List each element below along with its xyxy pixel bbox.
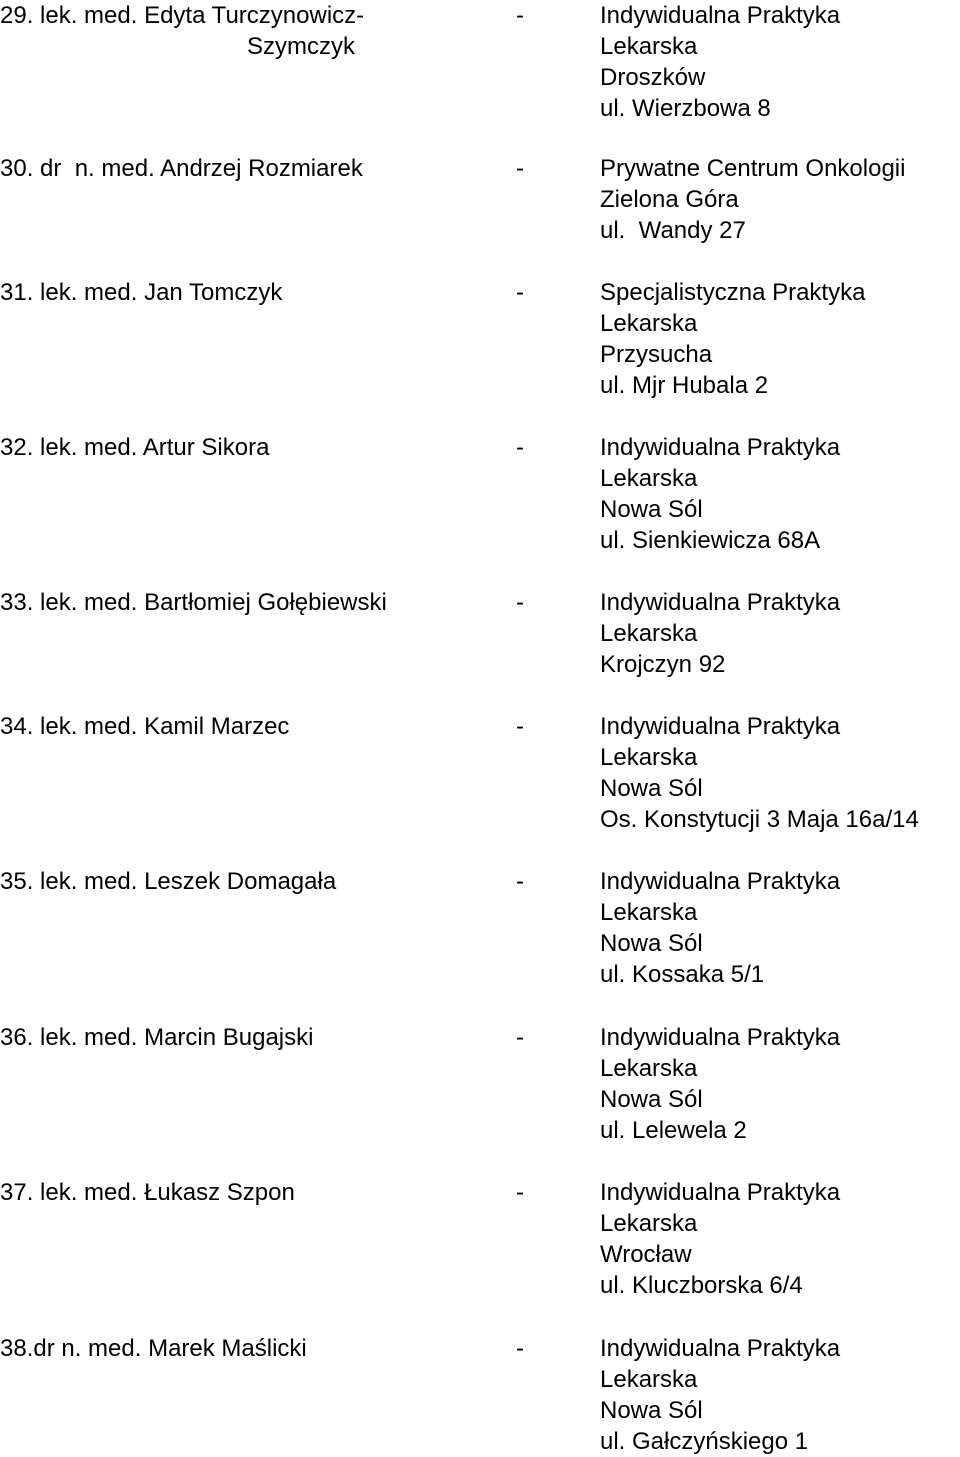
practice-address — [600, 866, 840, 990]
address-line: Nowa Sól — [600, 1397, 703, 1424]
address-line: Wrocław — [600, 1241, 692, 1268]
address-line: Specjalistyczna Praktyka — [600, 279, 866, 306]
doctor-name — [0, 866, 500, 897]
practice-address — [600, 711, 919, 835]
doctor-name-line: 32. lek. med. Artur Sikora — [0, 434, 270, 461]
address-line: Prywatne Centrum Onkologii — [600, 155, 906, 182]
address-line: Lekarska — [600, 620, 698, 647]
doctor-name-line: 36. lek. med. Marcin Bugajski — [0, 1024, 314, 1051]
address-line: ul. Sienkiewicza 68A — [600, 527, 821, 554]
address-line: Indywidualna Praktyka — [600, 1179, 841, 1206]
doctor-name — [0, 1177, 500, 1208]
practice-address — [600, 1022, 840, 1146]
practice-address — [600, 0, 840, 124]
separator-dash: - — [516, 713, 524, 740]
address-line: Przysucha — [600, 341, 713, 368]
address-line: Lekarska — [600, 465, 698, 492]
separator-dash: - — [516, 434, 524, 461]
address-line: ul. Kossaka 5/1 — [600, 961, 765, 988]
separator-dash: - — [516, 868, 524, 895]
doctor-name-line: 38.dr n. med. Marek Maślicki — [0, 1335, 307, 1362]
doctor-name — [0, 1022, 500, 1053]
separator-dash: - — [516, 279, 524, 306]
address-line: Lekarska — [600, 33, 698, 60]
doctor-name — [0, 587, 500, 618]
address-line: Nowa Sól — [600, 930, 703, 957]
address-line: Krojczyn 92 — [600, 651, 726, 678]
address-line: Lekarska — [600, 899, 698, 926]
address-line: Os. Konstytucji 3 Maja 16a/14 — [600, 806, 919, 833]
address-line: ul. Kluczborska 6/4 — [600, 1272, 803, 1299]
address-line: Indywidualna Praktyka — [600, 1335, 841, 1362]
address-line: Indywidualna Praktyka — [600, 589, 841, 616]
practice-address — [600, 1333, 840, 1457]
doctor-name-text: 30. dr n. med. Andrzej Rozmiarek — [0, 155, 363, 182]
address-line: Lekarska — [600, 744, 698, 771]
practice-address — [600, 277, 865, 401]
doctor-name — [0, 711, 500, 742]
practice-address — [600, 432, 840, 556]
doctor-name — [0, 277, 500, 308]
address-line: ul. Wierzbowa 8 — [600, 95, 771, 122]
doctor-name-line: 34. lek. med. Kamil Marzec — [0, 713, 290, 740]
doctor-name — [0, 153, 500, 184]
practice-address — [600, 1177, 840, 1301]
address-line: ul. Lelewela 2 — [600, 1117, 747, 1144]
address-line: Zielona Góra — [600, 186, 739, 213]
separator-dash: - — [516, 1179, 524, 1206]
address-line: Nowa Sól — [600, 775, 703, 802]
address-line: Indywidualna Praktyka — [600, 2, 841, 29]
address-line: Lekarska — [600, 310, 698, 337]
doctor-name-line: 29. lek. med. Edyta Turczynowicz- — [0, 2, 365, 29]
doctor-name-line: Szymczyk — [247, 33, 355, 60]
address-line: Lekarska — [600, 1366, 698, 1393]
separator-dash: - — [516, 2, 524, 29]
doctor-name-line: 37. lek. med. Łukasz Szpon — [0, 1179, 295, 1206]
address-line: Indywidualna Praktyka — [600, 434, 841, 461]
doctor-name-line: 35. lek. med. Leszek Domagała — [0, 868, 337, 895]
practice-address — [600, 153, 905, 246]
address-line: Lekarska — [600, 1210, 698, 1237]
doctor-name-line: 31. lek. med. Jan Tomczyk — [0, 279, 283, 306]
address-line: Lekarska — [600, 1055, 698, 1082]
address-line: Indywidualna Praktyka — [600, 868, 841, 895]
address-line: Indywidualna Praktyka — [600, 1024, 841, 1051]
doctor-name-line: 33. lek. med. Bartłomiej Gołębiewski — [0, 589, 387, 616]
address-line: Droszków — [600, 64, 706, 91]
address-text: ul. Wandy 27 — [600, 217, 746, 244]
address-line: Nowa Sól — [600, 1086, 703, 1113]
doctor-name — [0, 1333, 500, 1364]
doctor-name-line — [0, 153, 500, 184]
address-line: ul. Gałczyńskiego 1 — [600, 1428, 809, 1455]
separator-dash: - — [516, 1024, 524, 1051]
address-line: Nowa Sól — [600, 496, 703, 523]
practice-address — [600, 587, 840, 680]
address-line: ul. Mjr Hubala 2 — [600, 372, 769, 399]
address-line: Indywidualna Praktyka — [600, 713, 841, 740]
separator-dash: - — [516, 155, 524, 182]
address-line — [600, 215, 905, 246]
separator-dash: - — [516, 589, 524, 616]
separator-dash: - — [516, 1335, 524, 1362]
doctor-name — [0, 432, 500, 463]
doctor-name — [0, 0, 500, 62]
